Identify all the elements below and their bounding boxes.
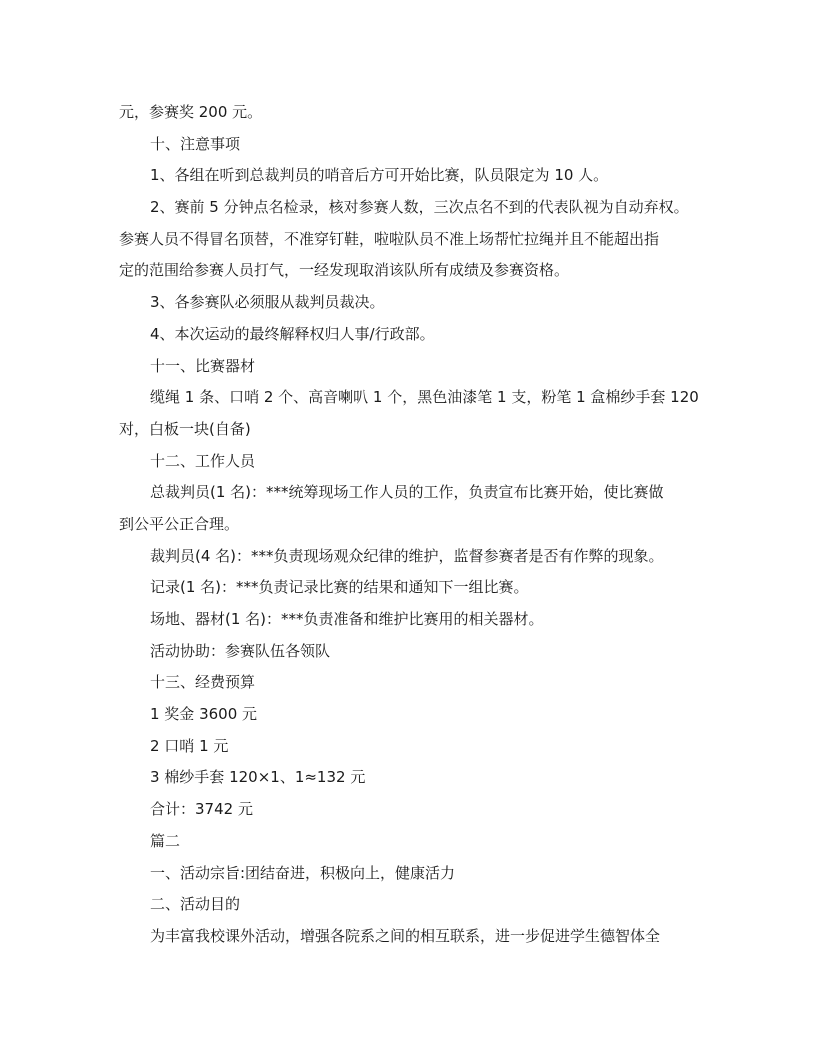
text-line: 记录(1 名)：***负责记录比赛的结果和通知下一组比赛。 xyxy=(150,578,529,597)
text-line: 十一、比赛器材 xyxy=(150,356,256,375)
text-line: 2 口哨 1 元 xyxy=(150,736,229,755)
text-line: 十、注意事项 xyxy=(150,134,241,153)
text-line: 一、活动宗旨:团结奋进，积极向上，健康活力 xyxy=(150,863,456,882)
text-line: 缆绳 1 条、口哨 2 个、高音喇叭 1 个，黑色油漆笔 1 支，粉笔 1 盒棉纱手套 120 xyxy=(150,388,699,407)
text-line: 合计：3742 元 xyxy=(150,800,253,819)
text-line: 为丰富我校课外活动，增强各院系之间的相互联系，进一步促进学生德智体全 xyxy=(150,926,661,945)
text-line: 参赛人员不得冒名顶替，不准穿钉鞋，啦啦队员不准上场帮忙拉绳并且不能超出指 xyxy=(119,229,660,248)
text-line: 1、各组在听到总裁判员的哨音后方可开始比赛，队员限定为 10 人。 xyxy=(150,166,609,185)
text-line: 3、各参赛队必须服从裁判员裁决。 xyxy=(150,293,385,312)
text-line: 裁判员(4 名)：***负责现场观众纪律的维护，监督参赛者是否有作弊的现象。 xyxy=(150,546,664,565)
text-line: 到公平公正合理。 xyxy=(119,514,240,533)
text-line: 2、赛前 5 分钟点名检录，核对参赛人数，三次点名不到的代表队视为自动弃权。 xyxy=(150,198,689,217)
text-line: 活动协助：参赛队伍各领队 xyxy=(150,641,331,660)
text-line: 篇二 xyxy=(150,831,181,850)
text-line: 十三、经费预算 xyxy=(150,673,256,692)
text-line: 十二、工作人员 xyxy=(150,451,256,470)
document-body xyxy=(119,97,699,953)
text-line: 对，白板一块(自备) xyxy=(119,419,251,438)
text-line: 定的范围给参赛人员打气，一经发现取消该队所有成绩及参赛资格。 xyxy=(119,261,570,280)
text-line: 场地、器材(1 名)：***负责准备和维护比赛用的相关器材。 xyxy=(150,610,544,628)
text-line: 总裁判员(1 名)：***统筹现场工作人员的工作，负责宣布比赛开始，使比赛做 xyxy=(150,483,664,502)
text-line: 1 奖金 3600 元 xyxy=(150,705,258,724)
text-line: 二、活动目的 xyxy=(150,895,241,914)
text-line: 3 棉纱手套 120×1、1≈132 元 xyxy=(150,768,366,787)
text-line: 4、本次运动的最终解释权归人事/行政部。 xyxy=(150,324,435,343)
text-line: 元，参赛奖 200 元。 xyxy=(119,103,263,121)
